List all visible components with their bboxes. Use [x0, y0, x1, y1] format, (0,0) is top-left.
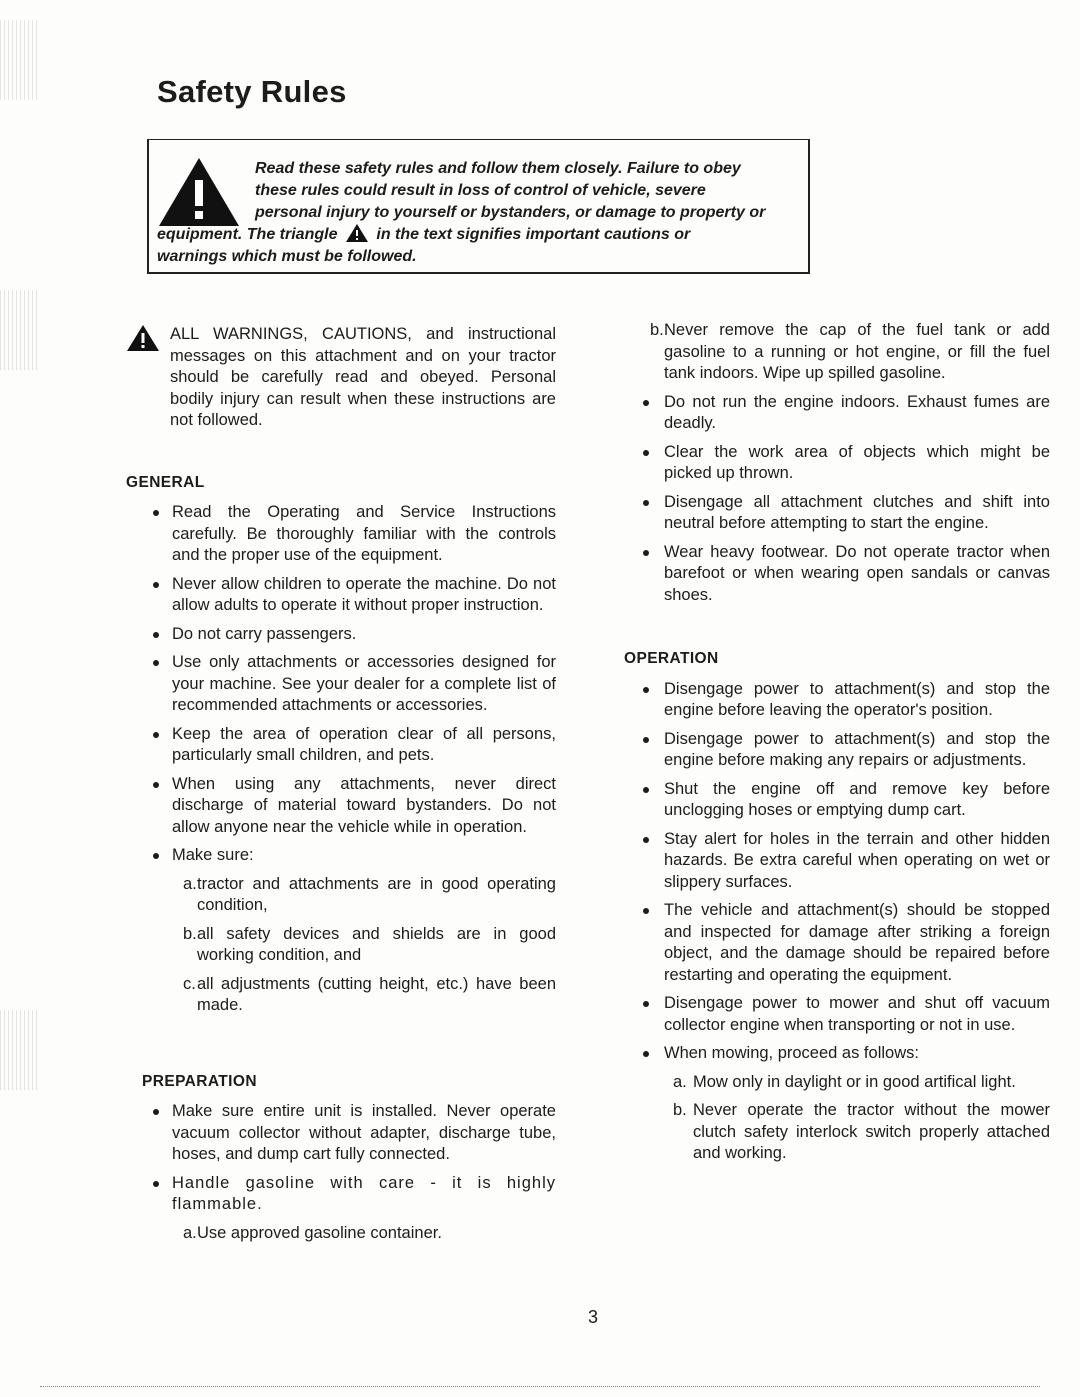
sub-item: b. Never remove the cap of the fuel tank or add gasoline to a running or hot engine, or fill the fuel tank indoors. Wipe up spilled gasoline.	[650, 321, 1050, 382]
left-column	[126, 324, 556, 1251]
list-item: Disengage power to attachment(s) and stop the engine before making any repairs or adjustments.	[630, 729, 1050, 772]
warning-line: equipment. The triangle	[157, 226, 338, 243]
section-heading-operation: OPERATION	[624, 650, 719, 667]
warning-line: these rules could result in loss of control of vehicle, severe	[255, 182, 706, 199]
warning-line: warnings which must be followed.	[157, 248, 417, 265]
sub-item: c. all adjustments (cutting height, etc.) have been made.	[183, 974, 556, 1014]
scan-noise	[0, 290, 38, 370]
list-item: When using any attachments, never direct discharge of material toward bystanders. Do not allow anyone near the vehicle while in operation.	[126, 774, 556, 839]
list-item: Keep the area of operation clear of all persons, particularly small children, and pets.	[126, 724, 556, 767]
right-column	[624, 320, 1050, 1172]
list-item: The vehicle and attachment(s) should be stopped and inspected for damage after striking a foreign object, and the damage should be repaired before restarting and operating the equipment.	[630, 900, 1050, 986]
list-item: Do not carry passengers.	[126, 624, 556, 646]
list-item: Never allow children to operate the machine. Do not allow adults to operate it without proper instruction.	[126, 574, 556, 617]
warning-text	[157, 158, 794, 268]
sub-item: a. tractor and attachments are in good operating condition,	[183, 874, 556, 914]
warning-triangle-icon	[126, 324, 160, 352]
sub-item: b. all safety devices and shields are in good working condition, and	[183, 924, 556, 964]
sub-item: a. Use approved gasoline container.	[183, 1223, 442, 1242]
list-item: Read the Operating and Service Instructions carefully. Be thoroughly familiar with the controls and the proper use of the equipment.	[126, 502, 556, 567]
intro-text: ALL WARNINGS, CAUTIONS, and instructional messages on this attachment and on your tractor should be carefully read and obeyed. Personal bodily injury can result when these instructions are not followed.	[170, 325, 556, 429]
list-item: Disengage all attachment clutches and shift into neutral before attempting to start the engine.	[630, 492, 1050, 535]
list-item: Stay alert for holes in the terrain and other hidden hazards. Be extra careful when operating on wet or slippery surfaces.	[630, 829, 1050, 894]
list-item: Do not run the engine indoors. Exhaust fumes are deadly.	[630, 392, 1050, 435]
sub-item: a. Mow only in daylight or in good artifical light.	[673, 1072, 1016, 1091]
list-item: Clear the work area of objects which might be picked up thrown.	[630, 442, 1050, 485]
scan-noise	[0, 20, 38, 100]
intro-paragraph	[126, 324, 556, 432]
warning-line: in the text signifies important cautions or	[376, 226, 691, 243]
list-item: Shut the engine off and remove key before unclogging hoses or emptying dump cart.	[630, 779, 1050, 822]
section-heading-preparation: PREPARATION	[142, 1072, 257, 1090]
list-item: Use only attachments or accessories designed for your machine. See your dealer for a complete list of recommended attachments or accessories.	[126, 652, 556, 717]
scan-noise	[0, 1010, 38, 1090]
warning-box	[147, 139, 810, 274]
list-item: Disengage power to mower and shut off vacuum collector engine when transporting or not in use.	[630, 993, 1050, 1036]
list-item: Handle gasoline with care - it is highly flammable.	[126, 1173, 556, 1216]
sub-item: b. Never operate the tractor without the mower clutch safety interlock switch properly attached and working.	[673, 1101, 1050, 1162]
list-item: When mowing, proceed as follows:	[630, 1043, 1050, 1065]
warning-triangle-icon	[346, 224, 368, 242]
page-number: 3	[588, 1307, 599, 1327]
list-item: Make sure:	[126, 845, 556, 867]
list-item: Disengage power to attachment(s) and stop the engine before leaving the operator's position.	[630, 679, 1050, 722]
list-item: Wear heavy footwear. Do not operate tractor when barefoot or when wearing open sandals or canvas shoes.	[630, 542, 1050, 607]
section-heading-general: GENERAL	[126, 473, 205, 491]
page-title: Safety Rules	[157, 74, 347, 109]
warning-line: personal injury to yourself or bystanders, or damage to property or	[255, 204, 766, 221]
scan-edge-line	[40, 1386, 1040, 1388]
warning-line: Read these safety rules and follow them closely. Failure to obey	[255, 160, 741, 177]
list-item: Make sure entire unit is installed. Never operate vacuum collector without adapter, discharge tube, hoses, and dump cart fully connected.	[126, 1101, 556, 1166]
